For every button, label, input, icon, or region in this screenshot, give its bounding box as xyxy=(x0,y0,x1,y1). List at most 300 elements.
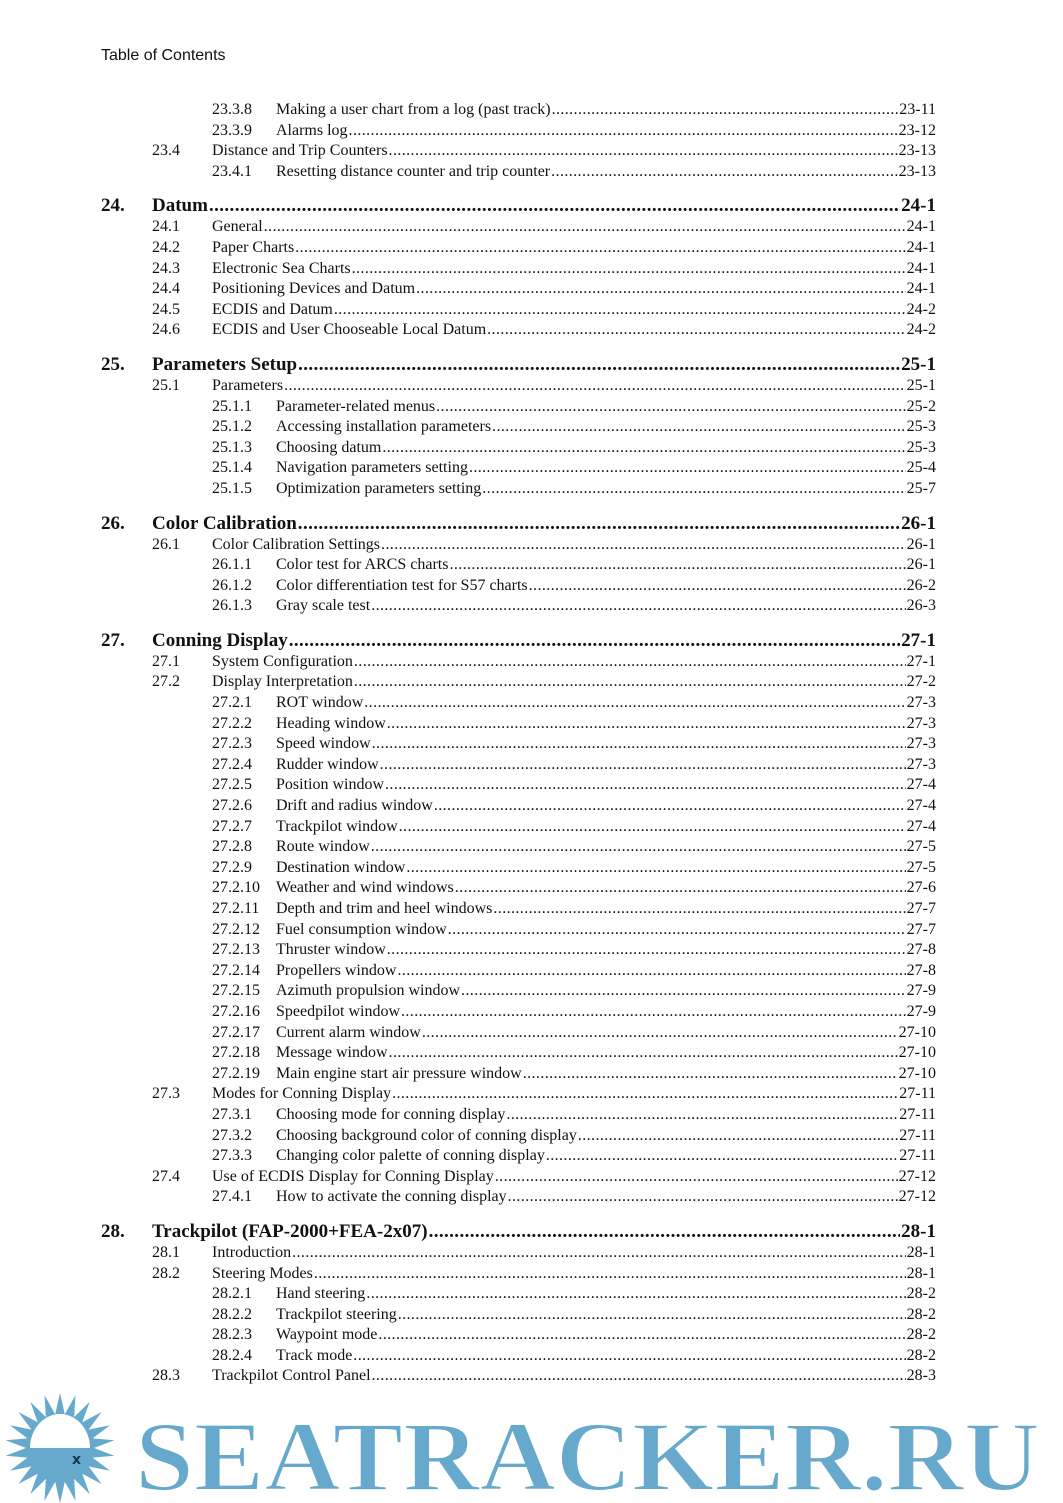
entry-number: 25.1.3 xyxy=(212,438,252,456)
toc-entry[interactable] xyxy=(101,878,936,899)
entry-title: Gray scale test xyxy=(276,597,371,615)
entry-number: 26.1.2 xyxy=(212,576,252,594)
dot-leader xyxy=(371,837,906,858)
entry-number: 24.5 xyxy=(152,300,180,318)
entry-title: Navigation parameters setting xyxy=(276,459,468,477)
entry-title: Electronic Sea Charts xyxy=(212,259,351,277)
table-of-contents xyxy=(101,100,936,1387)
entry-page: 27-3 xyxy=(906,694,936,712)
entry-page: 24-1 xyxy=(906,259,936,277)
toc-entry[interactable] xyxy=(101,217,936,238)
entry-number: 23.3.8 xyxy=(212,101,252,118)
entry-title: Parameters Setup xyxy=(152,353,298,375)
entry-page: 27-1 xyxy=(901,629,936,651)
entry-number: 28.2.4 xyxy=(212,1346,252,1364)
toc-entry[interactable] xyxy=(101,555,936,576)
toc-entry[interactable] xyxy=(101,279,936,300)
dot-leader xyxy=(382,438,905,459)
entry-title: Datum xyxy=(152,195,208,217)
toc-entry[interactable] xyxy=(101,755,936,776)
dot-leader xyxy=(372,1366,906,1387)
entry-title: Speed window xyxy=(276,735,371,753)
entry-title: Propellers window xyxy=(276,961,397,979)
entry-page: 26-1 xyxy=(906,535,936,553)
entry-number: 27.2.14 xyxy=(212,961,260,979)
toc-entry[interactable] xyxy=(101,479,936,500)
entry-number: 24.1 xyxy=(152,218,180,236)
entry-number: 26. xyxy=(101,512,125,534)
entry-title: Positioning Devices and Datum xyxy=(212,280,416,298)
entry-page: 26-2 xyxy=(906,576,936,594)
dot-leader xyxy=(461,981,906,1002)
entry-page: 25-1 xyxy=(906,376,936,394)
toc-entry[interactable] xyxy=(101,438,936,459)
entry-title: Heading window xyxy=(276,714,386,732)
watermark xyxy=(0,1392,1063,1503)
toc-entry[interactable] xyxy=(101,1084,936,1105)
dot-leader xyxy=(492,417,906,438)
entry-title: Destination window xyxy=(276,858,406,876)
entry-page: 27-7 xyxy=(906,920,936,938)
entry-page: 24-1 xyxy=(906,280,936,298)
entry-page: 27-3 xyxy=(906,714,936,732)
entry-title: Waypoint mode xyxy=(276,1326,378,1344)
entry-page: 28-3 xyxy=(906,1367,936,1385)
toc-entry[interactable] xyxy=(101,1264,936,1285)
toc-entry[interactable] xyxy=(101,1366,936,1387)
dot-leader xyxy=(436,397,906,418)
entry-title: Hand steering xyxy=(276,1285,366,1303)
toc-entry[interactable] xyxy=(101,796,936,817)
entry-page: 27-4 xyxy=(906,817,936,835)
entry-page: 27-4 xyxy=(906,797,936,815)
dot-leader xyxy=(298,354,900,376)
dot-leader xyxy=(298,513,900,535)
entry-page: 27-3 xyxy=(906,755,936,773)
entry-number: 27.2.19 xyxy=(212,1064,260,1082)
entry-page: 27-10 xyxy=(898,1023,936,1041)
entry-title: System Configuration xyxy=(212,652,353,670)
entry-title: Drift and radius window xyxy=(276,797,433,815)
dot-leader xyxy=(493,899,905,920)
entry-page: 27-9 xyxy=(906,982,936,1000)
entry-number: 27.2.16 xyxy=(212,1002,260,1020)
entry-page: 27-5 xyxy=(906,838,936,856)
entry-number: 27.3.2 xyxy=(212,1126,252,1144)
entry-page: 25-2 xyxy=(906,397,936,415)
toc-entry[interactable] xyxy=(101,1105,936,1126)
entry-title: Color Calibration xyxy=(152,512,297,534)
toc-entry[interactable] xyxy=(101,1305,936,1326)
dot-leader xyxy=(551,162,898,183)
entry-number: 27. xyxy=(101,629,125,651)
entry-number: 27.2.2 xyxy=(212,714,252,732)
entry-page: 27-5 xyxy=(906,858,936,876)
toc-entry[interactable] xyxy=(101,817,936,838)
entry-page: 27-11 xyxy=(899,1085,936,1103)
entry-number: 28. xyxy=(101,1220,125,1242)
dot-leader xyxy=(552,100,899,121)
toc-entry[interactable] xyxy=(101,1325,936,1346)
entry-number: 26.1.3 xyxy=(212,597,252,615)
entry-title: Trackpilot Control Panel xyxy=(212,1367,371,1385)
toc-entry[interactable] xyxy=(101,1043,936,1064)
entry-number: 28.1 xyxy=(152,1243,180,1261)
dot-leader xyxy=(334,300,906,321)
entry-title: Message window xyxy=(276,1044,388,1062)
entry-title: Weather and wind windows xyxy=(276,879,454,897)
entry-page: 26-3 xyxy=(906,597,936,615)
entry-page: 27-11 xyxy=(899,1147,936,1165)
entry-page: 27-11 xyxy=(899,1126,936,1144)
entry-number: 27.2.6 xyxy=(212,797,252,815)
entry-page: 24-1 xyxy=(906,238,936,256)
entry-page: 27-8 xyxy=(906,941,936,959)
toc-entry[interactable] xyxy=(101,1146,936,1167)
toc-entry[interactable] xyxy=(101,1167,936,1188)
entry-number: 28.2 xyxy=(152,1264,180,1282)
toc-entry[interactable] xyxy=(101,940,936,961)
entry-page: 27-9 xyxy=(906,1002,936,1020)
entry-number: 27.2.12 xyxy=(212,920,260,938)
entry-number: 27.2.18 xyxy=(212,1044,260,1062)
entry-number: 27.2.15 xyxy=(212,982,260,1000)
dot-leader xyxy=(354,672,906,693)
sun-logo-icon xyxy=(6,1393,115,1503)
toc-entry[interactable] xyxy=(101,162,936,183)
entry-page: 27-1 xyxy=(906,652,936,670)
entry-number: 27.2.5 xyxy=(212,776,252,794)
entry-title: Trackpilot (FAP-2000+FEA-2x07) xyxy=(152,1220,428,1242)
entry-title: General xyxy=(212,218,263,236)
entry-page: 28-1 xyxy=(906,1243,936,1261)
dot-leader xyxy=(289,630,900,652)
entry-title: ROT window xyxy=(276,694,364,712)
toc-chapter[interactable] xyxy=(101,630,936,652)
dot-leader xyxy=(523,1064,898,1085)
dot-leader xyxy=(578,1126,898,1147)
entry-title: ECDIS and User Chooseable Local Datum xyxy=(212,321,487,339)
toc-chapter[interactable] xyxy=(101,354,936,376)
entry-title: Rudder window xyxy=(276,755,379,773)
dot-leader xyxy=(398,1305,906,1326)
entry-title: Speedpilot window xyxy=(276,1002,400,1020)
entry-title: Color Calibration Settings xyxy=(212,535,380,553)
dot-leader xyxy=(209,195,900,217)
entry-title: Choosing datum xyxy=(276,438,382,456)
dot-leader xyxy=(387,714,906,735)
toc-entry[interactable] xyxy=(101,693,936,714)
entry-title: Optimization parameters setting xyxy=(276,479,482,497)
entry-title: How to activate the conning display xyxy=(276,1188,507,1206)
dot-leader xyxy=(482,479,905,500)
toc-entry[interactable] xyxy=(101,596,936,617)
entry-page: 23-11 xyxy=(899,101,936,118)
entry-page: 28-1 xyxy=(906,1264,936,1282)
entry-number: 24.2 xyxy=(152,238,180,256)
entry-page: 23-13 xyxy=(898,162,936,180)
dot-leader xyxy=(353,1346,905,1367)
entry-page: 27-12 xyxy=(898,1188,936,1206)
entry-number: 27.2.10 xyxy=(212,879,260,897)
dot-leader xyxy=(448,920,906,941)
toc-entry[interactable] xyxy=(101,376,936,397)
dot-leader xyxy=(354,652,906,673)
toc-entry[interactable] xyxy=(101,714,936,735)
dot-leader xyxy=(455,878,906,899)
dot-leader xyxy=(371,596,905,617)
entry-page: 28-1 xyxy=(901,1220,936,1242)
toc-entry[interactable] xyxy=(101,417,936,438)
dot-leader xyxy=(434,796,906,817)
entry-title: Current alarm window xyxy=(276,1023,421,1041)
dot-leader xyxy=(378,1325,905,1346)
entry-page: 24-1 xyxy=(901,195,936,217)
entry-title: Alarms log xyxy=(276,121,348,139)
toc-entry[interactable] xyxy=(101,837,936,858)
toc-entry[interactable] xyxy=(101,121,936,142)
entry-number: 28.2.2 xyxy=(212,1305,252,1323)
entry-title: Modes for Conning Display xyxy=(212,1085,392,1103)
toc-entry[interactable] xyxy=(101,652,936,673)
entry-page: 25-3 xyxy=(906,438,936,456)
toc-entry[interactable] xyxy=(101,961,936,982)
entry-title: Color test for ARCS charts xyxy=(276,556,449,574)
entry-title: Introduction xyxy=(212,1243,292,1261)
toc-entry[interactable] xyxy=(101,1023,936,1044)
entry-page: 25-3 xyxy=(906,418,936,436)
entry-page: 23-12 xyxy=(898,121,936,139)
entry-number: 24.4 xyxy=(152,280,180,298)
entry-number: 23.4 xyxy=(152,142,180,160)
entry-number: 28.3 xyxy=(152,1367,180,1385)
toc-entry[interactable] xyxy=(101,981,936,1002)
entry-number: 24.6 xyxy=(152,321,180,339)
entry-number: 25.1.1 xyxy=(212,397,252,415)
entry-number: 27.3.1 xyxy=(212,1105,252,1123)
dot-leader xyxy=(422,1023,898,1044)
dot-leader xyxy=(506,1105,898,1126)
entry-number: 25.1 xyxy=(152,376,180,394)
toc-entry[interactable] xyxy=(101,238,936,259)
entry-title: Track mode xyxy=(276,1346,353,1364)
entry-page: 24-2 xyxy=(906,321,936,339)
dot-leader xyxy=(381,535,906,556)
entry-number: 27.2.9 xyxy=(212,858,252,876)
toc-chapter[interactable] xyxy=(101,1221,936,1243)
dot-leader xyxy=(397,961,905,982)
dot-leader xyxy=(406,858,905,879)
entry-page: 27-4 xyxy=(906,776,936,794)
entry-page: 27-8 xyxy=(906,961,936,979)
entry-number: 25.1.5 xyxy=(212,479,252,497)
entry-page: 25-1 xyxy=(901,353,936,375)
entry-title: Choosing background color of conning display xyxy=(276,1126,577,1144)
entry-number: 27.2.7 xyxy=(212,817,252,835)
entry-number: 23.3.9 xyxy=(212,121,252,139)
entry-title: Parameters xyxy=(212,376,284,394)
dot-leader xyxy=(487,320,906,341)
toc-entry[interactable] xyxy=(101,899,936,920)
entry-page: 27-7 xyxy=(906,900,936,917)
entry-title: Accessing installation parameters xyxy=(276,418,492,436)
entry-page: 27-10 xyxy=(898,1064,936,1082)
page-header: Table of Contents xyxy=(101,47,226,64)
dot-leader xyxy=(429,1221,901,1243)
entry-number: 27.2.11 xyxy=(212,900,260,917)
entry-number: 26.1.1 xyxy=(212,556,252,574)
entry-page: 27-10 xyxy=(898,1044,936,1062)
entry-title: Making a user chart from a log (past track) xyxy=(276,101,551,118)
dot-leader xyxy=(372,734,906,755)
dot-leader xyxy=(352,259,906,280)
dot-leader xyxy=(380,755,906,776)
entry-page: 25-7 xyxy=(906,479,936,497)
dot-leader xyxy=(389,1043,898,1064)
toc-entry[interactable] xyxy=(101,1187,936,1208)
entry-page: 27-3 xyxy=(906,735,936,753)
entry-title: Thruster window xyxy=(276,941,386,959)
toc-entry[interactable] xyxy=(101,320,936,341)
entry-number: 27.4 xyxy=(152,1167,180,1185)
entry-page: 27-11 xyxy=(899,1105,936,1123)
entry-title: Distance and Trip Counters xyxy=(212,142,388,160)
entry-title: Paper Charts xyxy=(212,238,295,256)
entry-title: Resetting distance counter and trip counter xyxy=(276,162,551,180)
dot-leader xyxy=(449,555,905,576)
entry-page: 23-13 xyxy=(898,142,936,160)
entry-title: Parameter-related menus xyxy=(276,397,436,415)
entry-number: 27.2.3 xyxy=(212,735,252,753)
entry-number: 25.1.2 xyxy=(212,418,252,436)
dot-leader xyxy=(292,1243,906,1264)
toc-entry[interactable] xyxy=(101,397,936,418)
toc-entry[interactable] xyxy=(101,775,936,796)
dot-leader xyxy=(529,576,906,597)
toc-entry[interactable] xyxy=(101,535,936,556)
entry-number: 27.2.4 xyxy=(212,755,252,773)
toc-entry[interactable] xyxy=(101,1346,936,1367)
entry-number: 27.2.8 xyxy=(212,838,252,856)
toc-entry[interactable] xyxy=(101,858,936,879)
entry-title: Use of ECDIS Display for Conning Display xyxy=(212,1167,494,1185)
entry-page: 24-2 xyxy=(906,300,936,318)
entry-page: 26-1 xyxy=(901,512,936,534)
entry-title: Trackpilot steering xyxy=(276,1305,397,1323)
toc-entry[interactable] xyxy=(101,458,936,479)
entry-number: 27.2 xyxy=(152,673,180,691)
toc-chapter[interactable] xyxy=(101,513,936,535)
entry-page: 24-1 xyxy=(906,218,936,236)
dot-leader xyxy=(416,279,906,300)
entry-title: Display Interpretation xyxy=(212,673,353,691)
dot-leader xyxy=(385,775,906,796)
toc-entry[interactable] xyxy=(101,1126,936,1147)
toc-entry[interactable] xyxy=(101,920,936,941)
toc-entry[interactable] xyxy=(101,259,936,280)
dot-leader xyxy=(364,693,905,714)
entry-page: 27-12 xyxy=(898,1167,936,1185)
entry-number: 25. xyxy=(101,353,125,375)
toc-entry[interactable] xyxy=(101,300,936,321)
toc-entry[interactable] xyxy=(101,1002,936,1023)
dot-leader xyxy=(508,1187,898,1208)
dot-leader xyxy=(349,121,898,142)
dot-leader xyxy=(469,458,906,479)
toc-entry[interactable] xyxy=(101,1284,936,1305)
dot-leader xyxy=(401,1002,906,1023)
entry-number: 27.2.17 xyxy=(212,1023,260,1041)
entry-title: Depth and trim and heel windows xyxy=(276,900,493,917)
dot-leader xyxy=(392,1084,898,1105)
entry-page: 28-2 xyxy=(906,1326,936,1344)
toc-entry[interactable] xyxy=(101,1243,936,1264)
entry-title: ECDIS and Datum xyxy=(212,300,333,318)
entry-title: Position window xyxy=(276,776,385,794)
entry-number: 27.1 xyxy=(152,652,180,670)
entry-number: 27.3.3 xyxy=(212,1147,252,1165)
entry-page: 27-2 xyxy=(906,673,936,691)
toc-entry[interactable] xyxy=(101,672,936,693)
entry-number: 27.2.13 xyxy=(212,941,260,959)
dot-leader xyxy=(264,217,906,238)
logo-mark: x xyxy=(72,1452,82,1468)
entry-number: 25.1.4 xyxy=(212,459,252,477)
entry-number: 24. xyxy=(101,195,125,217)
entry-number: 27.4.1 xyxy=(212,1188,252,1206)
dot-leader xyxy=(387,940,906,961)
entry-page: 25-4 xyxy=(906,459,936,477)
dot-leader xyxy=(295,238,905,259)
dot-leader xyxy=(314,1264,906,1285)
entry-number: 28.2.1 xyxy=(212,1285,252,1303)
entry-title: Conning Display xyxy=(152,629,288,651)
entry-number: 23.4.1 xyxy=(212,162,252,180)
toc-entry[interactable] xyxy=(101,576,936,597)
entry-number: 27.3 xyxy=(152,1085,180,1103)
dot-leader xyxy=(389,141,898,162)
entry-title: Steering Modes xyxy=(212,1264,313,1282)
dot-leader xyxy=(399,817,906,838)
dot-leader xyxy=(366,1284,905,1305)
watermark-text: SEATRACKER.RU xyxy=(135,1401,1040,1503)
entry-page: 28-2 xyxy=(906,1346,936,1364)
entry-number: 27.2.1 xyxy=(212,694,252,712)
entry-title: Trackpilot window xyxy=(276,817,398,835)
dot-leader xyxy=(546,1146,898,1167)
entry-title: Route window xyxy=(276,838,370,856)
entry-number: 26.1 xyxy=(152,535,180,553)
dot-leader xyxy=(495,1167,898,1188)
entry-page: 26-1 xyxy=(906,556,936,574)
entry-title: Main engine start air pressure window xyxy=(276,1064,522,1082)
entry-title: Changing color palette of conning display xyxy=(276,1147,545,1165)
entry-number: 28.2.3 xyxy=(212,1326,252,1344)
entry-page: 28-2 xyxy=(906,1305,936,1323)
toc-entry[interactable] xyxy=(101,1064,936,1085)
toc-entry[interactable] xyxy=(101,141,936,162)
toc-chapter[interactable] xyxy=(101,195,936,217)
entry-page: 28-2 xyxy=(906,1285,936,1303)
entry-title: Fuel consumption window xyxy=(276,920,447,938)
entry-title: Azimuth propulsion window xyxy=(276,982,460,1000)
entry-title: Choosing mode for conning display xyxy=(276,1105,506,1123)
entry-number: 24.3 xyxy=(152,259,180,277)
dot-leader xyxy=(284,376,906,397)
toc-entry[interactable] xyxy=(101,734,936,755)
toc-entry[interactable] xyxy=(101,100,936,121)
entry-title: Color differentiation test for S57 charts xyxy=(276,576,528,594)
